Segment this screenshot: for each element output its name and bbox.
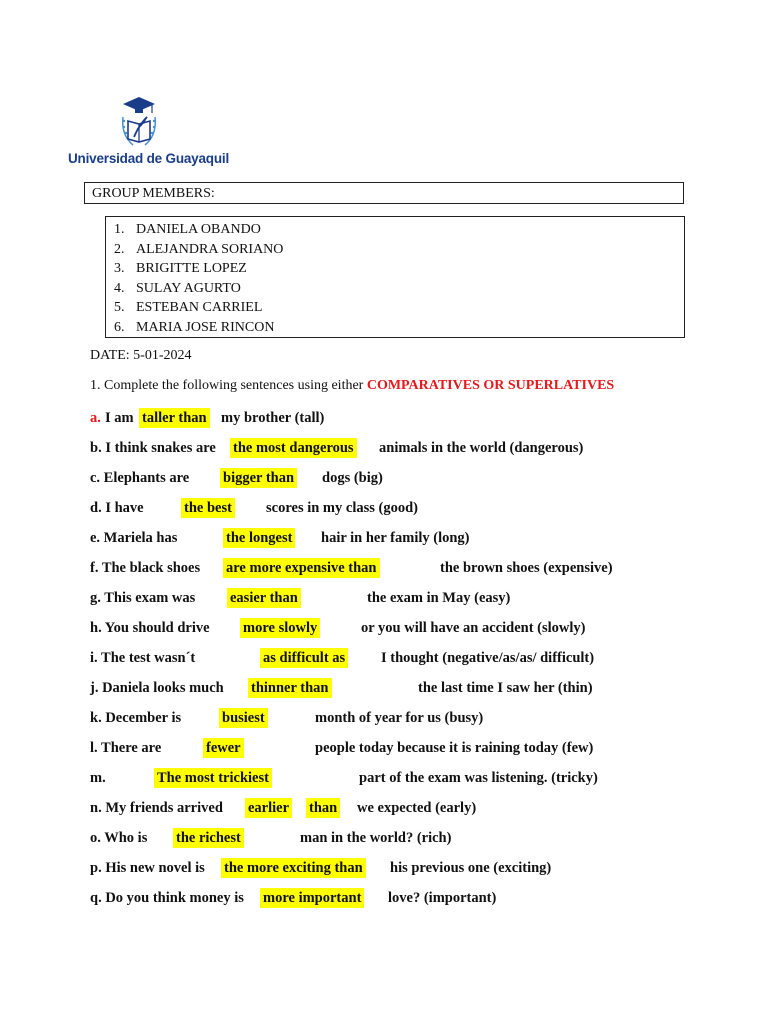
exercise-row-c	[0, 468, 768, 490]
row-answer: thinner than	[248, 678, 332, 698]
row-hint: animals in the world (dangerous)	[379, 440, 584, 456]
list-item	[114, 279, 283, 299]
row-hint: love? (important)	[388, 890, 497, 906]
row-hint: the brown shoes (expensive)	[440, 560, 613, 576]
row-answer: the richest	[173, 828, 244, 848]
row-prompt: n. My friends arrived	[90, 800, 223, 816]
member-name: ALEJANDRA SORIANO	[136, 241, 284, 257]
row-prompt: o. Who is	[90, 830, 148, 846]
instruction-text: 1. Complete the following sentences using either	[90, 378, 367, 393]
exercise-row-e	[0, 528, 768, 550]
row-answer: more important	[260, 888, 364, 908]
university-crest-icon	[119, 95, 159, 151]
row-answer: the best	[181, 498, 235, 518]
list-item	[114, 220, 283, 240]
list-item	[114, 298, 283, 318]
members-list	[114, 220, 283, 338]
row-hint: the exam in May (easy)	[367, 590, 511, 606]
exercise-row-j	[0, 678, 768, 700]
row-answer: fewer	[203, 738, 244, 758]
exercise-row-b	[0, 438, 768, 460]
exercise-row-f	[0, 558, 768, 580]
exercise-row-k	[0, 708, 768, 730]
row-answer: earlier	[245, 798, 292, 818]
row-hint: hair in her family (long)	[321, 530, 470, 546]
member-number: 6.	[114, 319, 125, 335]
row-prompt: p. His new novel is	[90, 860, 205, 876]
row-answer: The most trickiest	[154, 768, 272, 788]
member-number: 4.	[114, 280, 125, 296]
member-number: 3.	[114, 261, 125, 277]
row-answer-2: than	[306, 798, 340, 818]
row-answer: easier than	[227, 588, 301, 608]
exercise-row-a	[0, 408, 768, 430]
list-item	[114, 318, 283, 338]
row-hint: part of the exam was listening. (tricky)	[359, 770, 598, 786]
row-hint: the last time I saw her (thin)	[418, 680, 593, 696]
row-prompt: e. Mariela has	[90, 530, 178, 546]
row-hint: my brother (tall)	[221, 410, 325, 426]
exercise-row-d	[0, 498, 768, 520]
exercise-row-l	[0, 738, 768, 760]
member-name: DANIELA OBANDO	[136, 222, 261, 237]
row-prompt: c. Elephants are	[90, 470, 190, 486]
row-hint: I thought (negative/as/as/ difficult)	[381, 650, 595, 666]
row-hint: or you will have an accident (slowly)	[361, 620, 586, 636]
row-prompt: k. December is	[90, 710, 182, 726]
exercise-instruction	[90, 378, 614, 394]
row-answer: more slowly	[240, 618, 320, 638]
member-name: ESTEBAN CARRIEL	[136, 300, 263, 316]
instruction-keyword: COMPARATIVES OR SUPERLATIVES	[366, 378, 615, 393]
row-hint: his previous one (exciting)	[390, 860, 552, 876]
row-answer: the more exciting than	[221, 858, 366, 878]
row-prompt: q. Do you think money is	[90, 890, 244, 906]
row-hint: people today because it is raining today (few)	[315, 740, 594, 756]
row-letter: a.	[90, 410, 101, 426]
group-members-header	[84, 182, 684, 204]
row-prompt: b. I think snakes are	[90, 440, 216, 456]
row-hint: dogs (big)	[322, 470, 383, 486]
member-name: BRIGITTE LOPEZ	[136, 261, 247, 277]
exercise-row-q	[0, 888, 768, 910]
row-hint: man in the world? (rich)	[300, 830, 452, 846]
row-answer: busiest	[219, 708, 268, 728]
row-prompt: f. The black shoes	[90, 560, 201, 576]
row-hint: month of year for us (busy)	[315, 710, 484, 726]
member-number: 1.	[114, 222, 125, 237]
member-number: 5.	[114, 300, 125, 316]
row-answer: as difficult as	[260, 648, 348, 668]
member-number: 2.	[114, 241, 125, 257]
date-line: DATE: 5-01-2024	[90, 348, 192, 363]
row-prompt: m.	[90, 770, 106, 786]
row-answer: taller than	[139, 408, 210, 428]
university-logo	[68, 95, 229, 170]
row-prompt: d. I have	[90, 500, 144, 516]
exercise-row-n	[0, 798, 768, 820]
exercise-row-i	[0, 648, 768, 670]
row-prompt: j. Daniela looks much	[90, 680, 224, 696]
row-prompt: i. The test wasn´t	[90, 650, 196, 666]
row-answer: are more expensive than	[223, 558, 380, 578]
exercise-row-g	[0, 588, 768, 610]
row-hint: we expected (early)	[357, 800, 477, 816]
members-box	[105, 216, 685, 338]
exercise-row-m	[0, 768, 768, 790]
row-answer: bigger than	[220, 468, 297, 488]
list-item	[114, 240, 283, 260]
exercise-row-p	[0, 858, 768, 880]
row-answer: the longest	[223, 528, 295, 548]
row-prompt: l. There are	[90, 740, 162, 756]
row-prompt: g. This exam was	[90, 590, 196, 606]
list-item	[114, 259, 283, 279]
member-name: SULAY AGURTO	[136, 280, 241, 296]
university-name: Universidad de Guayaquil	[68, 151, 229, 166]
member-name: MARIA JOSE RINCON	[136, 319, 275, 335]
row-prompt: h. You should drive	[90, 620, 210, 636]
group-members-title: GROUP MEMBERS:	[92, 186, 215, 201]
exercise-row-h	[0, 618, 768, 640]
row-prompt: I am	[105, 410, 134, 426]
row-answer: the most dangerous	[230, 438, 357, 458]
exercise-row-o	[0, 828, 768, 850]
row-hint: scores in my class (good)	[266, 500, 418, 516]
